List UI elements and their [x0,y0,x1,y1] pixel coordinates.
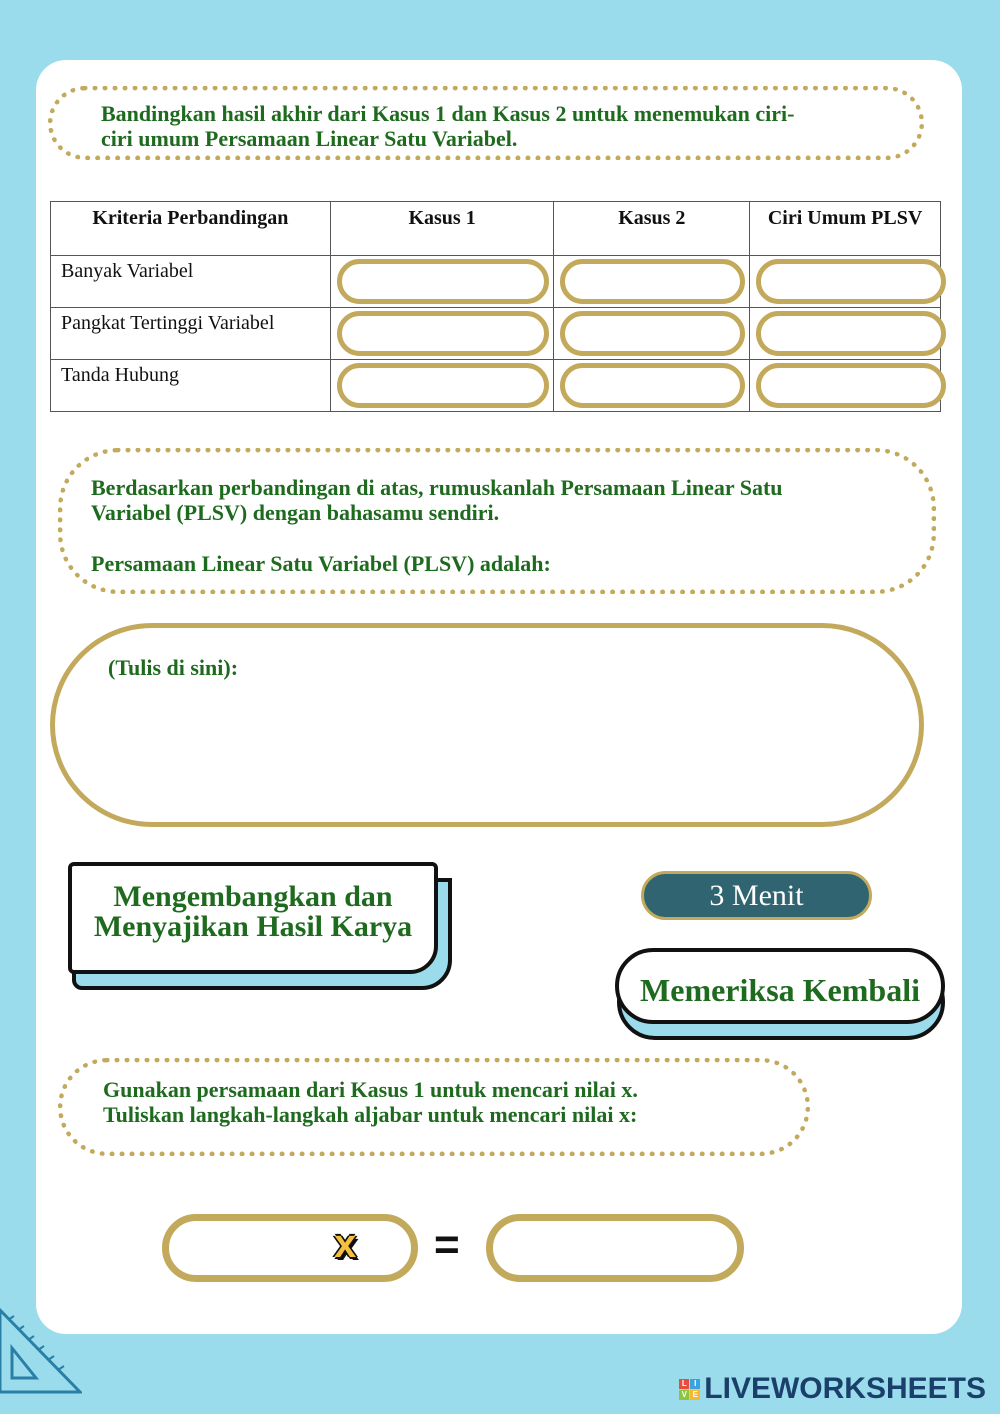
variable-x: x [334,1222,357,1266]
solve-instruction: Gunakan persamaan dari Kasus 1 untuk mencari nilai x. Tuliskan langkah-langkah aljabar untuk mencari nilai x: [58,1058,810,1156]
header-case-2: Kasus 2 [554,202,750,256]
answer-input[interactable] [756,259,946,304]
liveworksheets-brand [679,1372,986,1406]
equation-left-box [162,1214,418,1282]
answer-input[interactable] [337,363,550,408]
header-criteria: Kriteria Perbandingan [51,202,331,256]
row-label: Pangkat Tertinggi Variabel [51,308,331,360]
brand-text: LIVEWORKSHEETS [704,1372,986,1405]
equals-sign: = [434,1220,460,1269]
compare-instruction: Bandingkan hasil akhir dari Kasus 1 dan Kasus 2 untuk menemukan ciri- ciri umum Persamaan Linear Satu Variabel. [48,86,924,160]
answer-input[interactable] [756,311,946,356]
table-header-row [51,202,941,256]
answer-input[interactable] [337,311,550,356]
define-instruction: Berdasarkan perbandingan di atas, rumuskanlah Persamaan Linear Satu Variabel (PLSV) dengan bahasamu sendiri. Persamaan Linear Satu Variabel (PLSV) adalah: [58,448,936,594]
answer-input[interactable] [560,259,745,304]
answer-input[interactable] [756,363,946,408]
write-here-label: (Tulis di sini): [108,655,239,680]
timer-badge: 3 Menit [641,871,872,920]
answer-input[interactable] [337,259,550,304]
table-row [51,360,941,412]
row-label: Banyak Variabel [51,256,331,308]
definition-answer-field[interactable] [50,623,924,827]
answer-input[interactable] [560,363,745,408]
comparison-table [50,201,941,412]
answer-input[interactable] [560,311,745,356]
header-case-1: Kasus 1 [330,202,554,256]
table-row [51,256,941,308]
header-general-traits: Ciri Umum PLSV [750,202,941,256]
row-label: Tanda Hubung [51,360,331,412]
set-square-icon [0,1306,82,1396]
table-row [51,308,941,360]
section-develop-title: Mengembangkan dan Menyajikan Hasil Karya [68,862,438,974]
liveworksheets-logo-icon: L I V E [679,1379,700,1400]
equation-answer-input[interactable] [486,1214,744,1282]
section-review-title: Memeriksa Kembali [615,948,945,1024]
